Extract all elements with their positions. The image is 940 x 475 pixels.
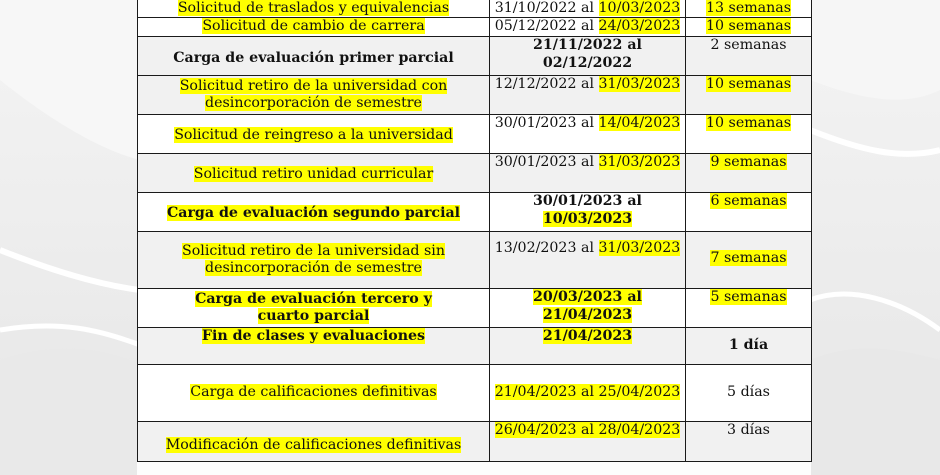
date-to: 02/12/2022 — [542, 54, 633, 71]
duration-text: 5 días — [727, 384, 770, 401]
duration-text: 2 semanas — [710, 37, 787, 53]
duration-cell — [686, 115, 812, 154]
activity-text: Solicitud de cambio de carrera — [202, 18, 425, 35]
activity-text: Carga de evaluación segundo parcial — [166, 205, 461, 222]
activity-cell — [138, 365, 490, 422]
activity-text: Solicitud de reingreso a la universidad — [174, 127, 453, 144]
date-range-cell — [490, 0, 686, 18]
duration-cell — [686, 154, 812, 193]
activity-cell — [138, 422, 490, 462]
table-row — [138, 422, 812, 462]
duration-text: 10 semanas — [705, 76, 792, 92]
date-from: 21/04/2023 — [494, 384, 577, 401]
date-cell — [490, 328, 686, 365]
date-from: 05/12/2022 — [494, 18, 577, 35]
activity-cell — [138, 37, 490, 76]
date-from: 12/12/2022 — [494, 76, 577, 92]
activity-text-line1: Carga de evaluación tercero y — [195, 290, 432, 307]
date-to: 10/03/2023 — [598, 0, 681, 16]
table-row — [138, 289, 812, 328]
duration-cell — [686, 76, 812, 115]
duration-text: 9 semanas — [710, 154, 787, 170]
date-connector: al — [581, 115, 594, 131]
activity-text: Solicitud de traslados y equivalencias — [177, 0, 450, 16]
activity-text-line2: desincorporación de semestre — [205, 95, 422, 111]
date-range-cell — [490, 115, 686, 154]
date-single: 21/04/2023 — [542, 328, 633, 344]
duration-text: 10 semanas — [705, 18, 792, 35]
activity-cell — [138, 115, 490, 154]
date-connector: al — [581, 76, 594, 92]
academic-calendar-table — [137, 0, 812, 462]
date-from: 13/02/2023 — [494, 240, 577, 256]
table-row — [138, 154, 812, 193]
date-from: 30/01/2023 — [533, 193, 623, 209]
duration-text: 6 semanas — [710, 193, 787, 209]
table-row — [138, 232, 812, 289]
duration-cell — [686, 289, 812, 328]
activity-cell — [138, 0, 490, 18]
date-connector: al — [581, 240, 594, 256]
date-from: 21/11/2022 — [533, 37, 623, 53]
duration-cell — [686, 365, 812, 422]
duration-cell — [686, 193, 812, 232]
date-to: 31/03/2023 — [598, 240, 681, 256]
table-row — [138, 365, 812, 422]
date-range-cell — [490, 37, 686, 76]
duration-text: 3 días — [727, 422, 770, 438]
date-range-cell — [490, 232, 686, 289]
date-range-cell — [490, 422, 686, 462]
duration-text: 7 semanas — [710, 250, 787, 266]
date-range-cell — [490, 365, 686, 422]
duration-cell — [686, 18, 812, 37]
date-to: 31/03/2023 — [598, 76, 681, 92]
activity-text: Carga de evaluación primer parcial — [173, 50, 454, 67]
date-from: 20/03/2023 — [533, 289, 623, 305]
date-from: 26/04/2023 — [494, 422, 577, 438]
date-range-cell — [490, 193, 686, 232]
date-to: 24/03/2023 — [598, 18, 681, 35]
activity-cell — [138, 76, 490, 115]
date-range-cell — [490, 18, 686, 37]
date-range-cell — [490, 289, 686, 328]
activity-text-line2: cuarto parcial — [257, 308, 370, 324]
table-row — [138, 37, 812, 76]
table-row — [138, 193, 812, 232]
date-to: 21/04/2023 — [542, 306, 633, 323]
date-from: 30/01/2023 — [494, 154, 577, 170]
table-row — [138, 328, 812, 365]
date-connector: al — [627, 289, 642, 305]
duration-text: 1 día — [728, 337, 769, 354]
date-to: 28/04/2023 — [598, 422, 681, 438]
date-to: 14/04/2023 — [598, 115, 681, 131]
activity-cell — [138, 328, 490, 365]
date-from: 30/01/2023 — [494, 115, 577, 131]
table-row — [138, 115, 812, 154]
activity-text-line1: Solicitud retiro de la universidad sin — [182, 242, 445, 259]
duration-cell — [686, 328, 812, 365]
date-from: 31/10/2022 — [494, 0, 577, 16]
date-connector: al — [627, 193, 642, 209]
date-to: 10/03/2023 — [542, 210, 633, 227]
date-connector: al — [581, 154, 594, 170]
date-connector: al — [581, 422, 594, 438]
date-connector: al — [581, 384, 594, 401]
duration-cell — [686, 0, 812, 18]
date-range-cell — [490, 154, 686, 193]
duration-cell — [686, 232, 812, 289]
activity-text-line2: desincorporación de semestre — [205, 260, 422, 276]
duration-text: 10 semanas — [705, 115, 792, 131]
date-to: 31/03/2023 — [598, 154, 681, 170]
activity-text: Modificación de calificaciones definitivas — [165, 436, 462, 453]
activity-text-line1: Solicitud retiro de la universidad con — [179, 77, 448, 94]
date-range-cell — [490, 76, 686, 115]
activity-cell — [138, 193, 490, 232]
table-row — [138, 76, 812, 115]
activity-text: Fin de clases y evaluaciones — [201, 328, 426, 344]
duration-text: 5 semanas — [710, 289, 787, 305]
date-connector: al — [581, 0, 594, 16]
activity-text: Carga de calificaciones definitivas — [190, 384, 437, 401]
activity-text: Solicitud retiro unidad curricular — [193, 166, 434, 183]
activity-cell — [138, 18, 490, 37]
activity-cell — [138, 289, 490, 328]
duration-cell — [686, 37, 812, 76]
activity-cell — [138, 154, 490, 193]
activity-cell — [138, 232, 490, 289]
duration-text: 13 semanas — [705, 0, 792, 16]
date-to: 25/04/2023 — [598, 384, 681, 401]
date-connector: al — [581, 18, 594, 35]
duration-cell — [686, 422, 812, 462]
table-row — [138, 0, 812, 18]
table-row — [138, 18, 812, 37]
date-connector: al — [627, 37, 642, 53]
